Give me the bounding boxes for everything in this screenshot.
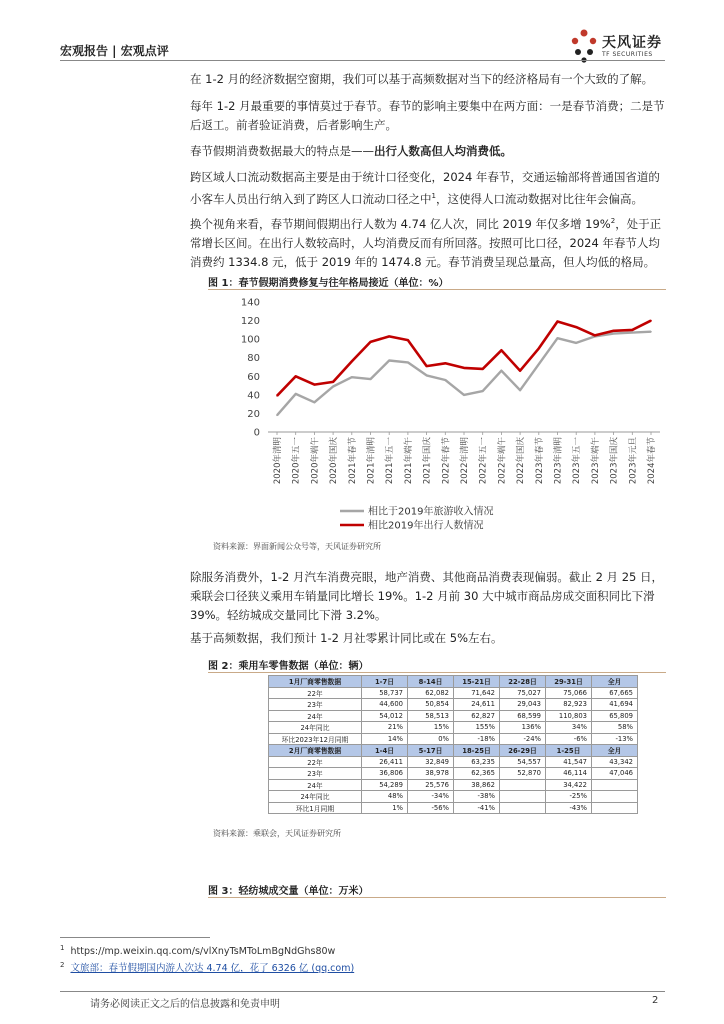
y-tick-label: 40 <box>247 390 260 402</box>
series-2-point <box>370 341 372 343</box>
table-row <box>269 687 638 699</box>
table-cell: 32,849 <box>408 756 454 768</box>
x-tick-label: 2022年春节 <box>441 437 452 485</box>
series-2-point <box>538 348 540 350</box>
x-tick-label: 2022年端午 <box>497 437 508 485</box>
footnote-2-link[interactable]: 文旅部：春节假期国内游人次达 4.74 亿，花了 6326 亿 (qq.com) <box>70 963 355 974</box>
table-cell: 52,870 <box>500 768 546 780</box>
table-cell: 110,803 <box>546 710 592 722</box>
table-cell <box>592 791 638 803</box>
footnote-2-number: 2 <box>60 960 65 969</box>
series-1-point <box>519 389 521 391</box>
table-cell: 22-28日 <box>500 676 546 688</box>
row-label: 2月厂商零售数据 <box>269 745 362 757</box>
table-cell: -41% <box>454 802 500 814</box>
series-1-point <box>295 393 297 395</box>
table-cell: 1-4日 <box>362 745 408 757</box>
table-cell: 62,827 <box>454 710 500 722</box>
table-cell: 41,694 <box>592 699 638 711</box>
table-cell: 58% <box>592 722 638 734</box>
y-tick-label: 120 <box>240 316 260 328</box>
table-cell <box>500 802 546 814</box>
table-cell: 47,046 <box>592 768 638 780</box>
table-cell: 1-25日 <box>546 745 592 757</box>
row-label: 1月厂商零售数据 <box>269 676 362 688</box>
series-2-point <box>501 349 503 351</box>
table-cell: 62,082 <box>408 687 454 699</box>
table-cell: -38% <box>454 791 500 803</box>
table-cell: 155% <box>454 722 500 734</box>
row-label: 23年 <box>269 699 362 711</box>
series-2-point <box>332 381 334 383</box>
figure-2-source: 资料来源：乘联会，天风证券研究所 <box>213 829 341 838</box>
figure-2-title: 图 2：乘用车零售数据（单位：辆） <box>208 661 369 672</box>
paragraph-5-text-end: ，处于正常增长区间。在出行人数较高时，人均消费反而有所回落。按照可比口径，2024 年春节人均消费约 1334.8 元，低于 2019 年的 1474.8 元。春节消费呈现总量高，但人均低的格局。 <box>190 216 662 269</box>
table-cell: -13% <box>592 733 638 745</box>
x-tick-label: 2021年国庆 <box>422 437 433 485</box>
table-cell: 63,235 <box>454 756 500 768</box>
table-cell: 26,411 <box>362 756 408 768</box>
row-label: 22年 <box>269 756 362 768</box>
table-cell: 38,862 <box>454 779 500 791</box>
row-label: 24年同比 <box>269 722 362 734</box>
table-cell: 75,027 <box>500 687 546 699</box>
footnote-1 <box>60 944 335 957</box>
footnote-1-url: https://mp.weixin.qq.com/s/vlXnyTsMToLmBgNdGhs80w <box>70 946 336 958</box>
row-label: 环比2023年12月同期 <box>269 733 362 745</box>
row-label: 23年 <box>269 768 362 780</box>
figure-1-source: 资料来源：界面新闻公众号等，天风证券研究所 <box>213 542 381 551</box>
table-cell: 54,012 <box>362 710 408 722</box>
figure-1-chart <box>208 292 668 538</box>
car-sales-table <box>268 675 638 814</box>
table-cell: 65,809 <box>592 710 638 722</box>
legend-label-1: 相比于2019年旅游收入情况 <box>368 506 494 518</box>
table-cell: 29,043 <box>500 699 546 711</box>
table-cell: 58,737 <box>362 687 408 699</box>
paragraph-7: 基于高频数据，我们预计 1-2 月社零累计同比或在 5%左右。 <box>190 631 503 645</box>
table-cell: 67,665 <box>592 687 638 699</box>
series-1-point <box>445 379 447 381</box>
table-cell: 58,513 <box>408 710 454 722</box>
table-cell: -18% <box>454 733 500 745</box>
footnote-ref-1[interactable]: 1 <box>431 192 436 200</box>
y-tick-label: 140 <box>240 297 260 309</box>
x-tick-label: 2024年春节 <box>647 437 657 485</box>
paragraph-3-text: 春节假期消费数据最大的特点是—— <box>190 144 374 158</box>
table-cell: 18-25日 <box>454 745 500 757</box>
row-label: 24年 <box>269 779 362 791</box>
series-2-point <box>388 336 390 338</box>
table-cell: -34% <box>408 791 454 803</box>
series-1-point <box>557 337 559 339</box>
table-cell: 8-14日 <box>408 676 454 688</box>
series-2-point <box>351 361 353 363</box>
table-cell: -24% <box>500 733 546 745</box>
series-1-point <box>538 363 540 365</box>
series-2-point <box>632 329 634 331</box>
table-cell <box>500 779 546 791</box>
x-tick-label: 2021年端午 <box>403 437 414 485</box>
x-tick-label: 2020年五一 <box>291 437 302 485</box>
table-cell: 26-29日 <box>500 745 546 757</box>
series-1-point <box>407 362 409 364</box>
table-cell: 24,611 <box>454 699 500 711</box>
series-line-1 <box>277 332 651 416</box>
table-cell: 36,806 <box>362 768 408 780</box>
series-line-2 <box>277 321 651 396</box>
series-1-point <box>632 332 634 334</box>
x-tick-label: 2023年端午 <box>590 437 601 485</box>
x-tick-label: 2023年元旦 <box>628 437 639 485</box>
y-tick-label: 20 <box>247 408 260 420</box>
y-tick-label: 60 <box>247 371 260 383</box>
table-cell: 50,854 <box>408 699 454 711</box>
series-1-point <box>613 333 615 335</box>
x-tick-label: 2021年春节 <box>347 437 358 485</box>
page-number: 2 <box>652 995 659 1006</box>
logo-name-en: TF SECURITIES <box>602 51 653 58</box>
footer-divider <box>60 991 665 992</box>
table-cell: -56% <box>408 802 454 814</box>
header-divider <box>60 60 665 61</box>
x-tick-label: 2022年国庆 <box>516 437 527 485</box>
series-2-point <box>519 370 521 372</box>
series-1-point <box>482 390 484 392</box>
table-row <box>269 733 638 745</box>
row-label: 24年同比 <box>269 791 362 803</box>
table-header-row <box>269 676 638 688</box>
series-2-point <box>650 320 652 322</box>
x-tick-label: 2023年五一 <box>572 437 583 485</box>
series-1-point <box>388 360 390 362</box>
series-2-point <box>295 375 297 377</box>
x-tick-label: 2022年清明 <box>460 437 470 485</box>
figure-3-divider <box>208 897 666 898</box>
table-row <box>269 699 638 711</box>
footnote-divider <box>60 937 210 938</box>
series-1-point <box>575 342 577 344</box>
table-cell: 全月 <box>592 676 638 688</box>
series-2-point <box>463 367 465 369</box>
table-cell: 15% <box>408 722 454 734</box>
paragraph-2: 每年 1-2 月最重要的事情莫过于春节。春节的影响主要集中在两方面：一是春节消费；二是节后返工。前者验证消费，后者影响生产。 <box>190 99 665 132</box>
series-2-point <box>575 326 577 328</box>
table-cell: 71,642 <box>454 687 500 699</box>
table-cell: 0% <box>408 733 454 745</box>
series-1-point <box>426 375 428 377</box>
paragraph-1: 在 1-2 月的经济数据空窗期，我们可以基于高频数据对当下的经济格局有一个大致的了解。 <box>190 72 654 86</box>
table-cell <box>592 779 638 791</box>
series-2-point <box>407 339 409 341</box>
table-cell: 25,576 <box>408 779 454 791</box>
report-category: 宏观报告 | 宏观点评 <box>60 44 169 58</box>
disclaimer-text: 请务必阅读正文之后的信息披露和免责申明 <box>90 999 280 1010</box>
x-tick-label: 2022年五一 <box>478 437 489 485</box>
table-row <box>269 710 638 722</box>
table-cell: 38,978 <box>408 768 454 780</box>
table-cell: 82,923 <box>546 699 592 711</box>
series-2-point <box>594 335 596 337</box>
footnote-1-number: 1 <box>60 944 65 952</box>
footnote-2 <box>60 960 354 974</box>
series-2-point <box>276 395 278 397</box>
table-cell: 14% <box>362 733 408 745</box>
table-row <box>269 722 638 734</box>
x-tick-label: 2023年清明 <box>553 437 564 485</box>
series-1-point <box>332 386 334 388</box>
table-cell <box>500 791 546 803</box>
table-cell: 41,547 <box>546 756 592 768</box>
table-cell: 15-21日 <box>454 676 500 688</box>
paragraph-4 <box>190 168 670 209</box>
legend-label-2: 相比2019年出行人数情况 <box>368 520 484 532</box>
table-cell: -43% <box>546 802 592 814</box>
series-1-point <box>501 370 503 372</box>
row-label: 22年 <box>269 687 362 699</box>
table-cell: -25% <box>546 791 592 803</box>
logo-name-cn: 天风证券 <box>602 35 662 51</box>
paragraph-6: 除服务消费外，1-2 月汽车消费亮眼，地产消费、其他商品消费表现偏弱。截止 2 月 25 日，乘联会口径狭义乘用车销量同比增长 19%。1-2 月前 30 大中城市商品房成交面积同比下滑 39%。轻纺城成交量同比下滑 3.2%。 <box>190 570 664 622</box>
series-2-point <box>314 384 316 386</box>
x-tick-label: 2023年春节 <box>534 437 545 485</box>
series-1-point <box>314 401 316 403</box>
table-cell: 5-17日 <box>408 745 454 757</box>
series-1-point <box>463 394 465 396</box>
table-row <box>269 756 638 768</box>
y-tick-label: 100 <box>240 334 260 346</box>
table-cell: 136% <box>500 722 546 734</box>
table-cell: 62,365 <box>454 768 500 780</box>
table-cell: 43,342 <box>592 756 638 768</box>
table-row <box>269 802 638 814</box>
x-tick-label: 2023年国庆 <box>609 437 620 485</box>
figure-3-title: 图 3：轻纺城成交量（单位：万米） <box>208 886 369 897</box>
y-tick-label: 0 <box>253 427 260 439</box>
series-2-point <box>613 330 615 332</box>
company-logo <box>568 27 678 67</box>
paragraph-4-text: 跨区域人口流动数据高主要是由于统计口径变化，2024 年春节，交通运输部将普通国省道的小客车人员出行纳入到了跨区人口流动口径之中 <box>190 170 660 206</box>
table-cell: 34,422 <box>546 779 592 791</box>
series-1-point <box>370 378 372 380</box>
table-row <box>269 791 638 803</box>
table-cell: 54,289 <box>362 779 408 791</box>
table-cell: 48% <box>362 791 408 803</box>
series-2-point <box>426 365 428 367</box>
paragraph-5 <box>190 212 670 272</box>
table-header-row <box>269 745 638 757</box>
table-cell: 1% <box>362 802 408 814</box>
x-tick-label: 2021年清明 <box>366 437 377 485</box>
figure-1-title: 图 1：春节假期消费修复与往年格局接近（单位：%） <box>208 278 449 289</box>
table-cell: 34% <box>546 722 592 734</box>
table-cell: -6% <box>546 733 592 745</box>
table-cell: 54,557 <box>500 756 546 768</box>
row-label: 24年 <box>269 710 362 722</box>
paragraph-3 <box>190 142 670 161</box>
table-cell: 46,114 <box>546 768 592 780</box>
table-cell: 全月 <box>592 745 638 757</box>
series-1-point <box>650 331 652 333</box>
x-tick-label: 2020年国庆 <box>329 437 340 485</box>
x-tick-label: 2020年清明 <box>273 437 283 485</box>
footnote-ref-2[interactable]: 2 <box>610 217 616 225</box>
figure-1-divider <box>208 289 666 290</box>
series-2-point <box>445 362 447 364</box>
row-label: 环比1月同期 <box>269 802 362 814</box>
paragraph-5-text: 换个视角来看，春节期间假期出行人数为 4.74 亿人次，同比 2019 年仅多增 19% <box>190 216 611 231</box>
x-tick-label: 2021年五一 <box>385 437 396 485</box>
y-tick-label: 80 <box>247 353 260 365</box>
table-row <box>269 768 638 780</box>
series-2-point <box>557 321 559 323</box>
table-cell: 29-31日 <box>546 676 592 688</box>
table-cell: 44,600 <box>362 699 408 711</box>
paragraph-3-emphasis: 出行人数高但人均消费低。 <box>374 144 512 158</box>
paragraph-4-text-end: ，这使得人口流动数据对比往年会偏高。 <box>435 191 643 206</box>
table-cell: 68,599 <box>500 710 546 722</box>
table-cell <box>592 802 638 814</box>
series-1-point <box>351 376 353 378</box>
table-row <box>269 779 638 791</box>
series-2-point <box>482 368 484 370</box>
figure-2-divider <box>208 672 666 673</box>
table-cell: 1-7日 <box>362 676 408 688</box>
series-1-point <box>276 414 278 416</box>
x-tick-label: 2020年端午 <box>310 437 321 485</box>
table-cell: 75,066 <box>546 687 592 699</box>
table-cell: 21% <box>362 722 408 734</box>
